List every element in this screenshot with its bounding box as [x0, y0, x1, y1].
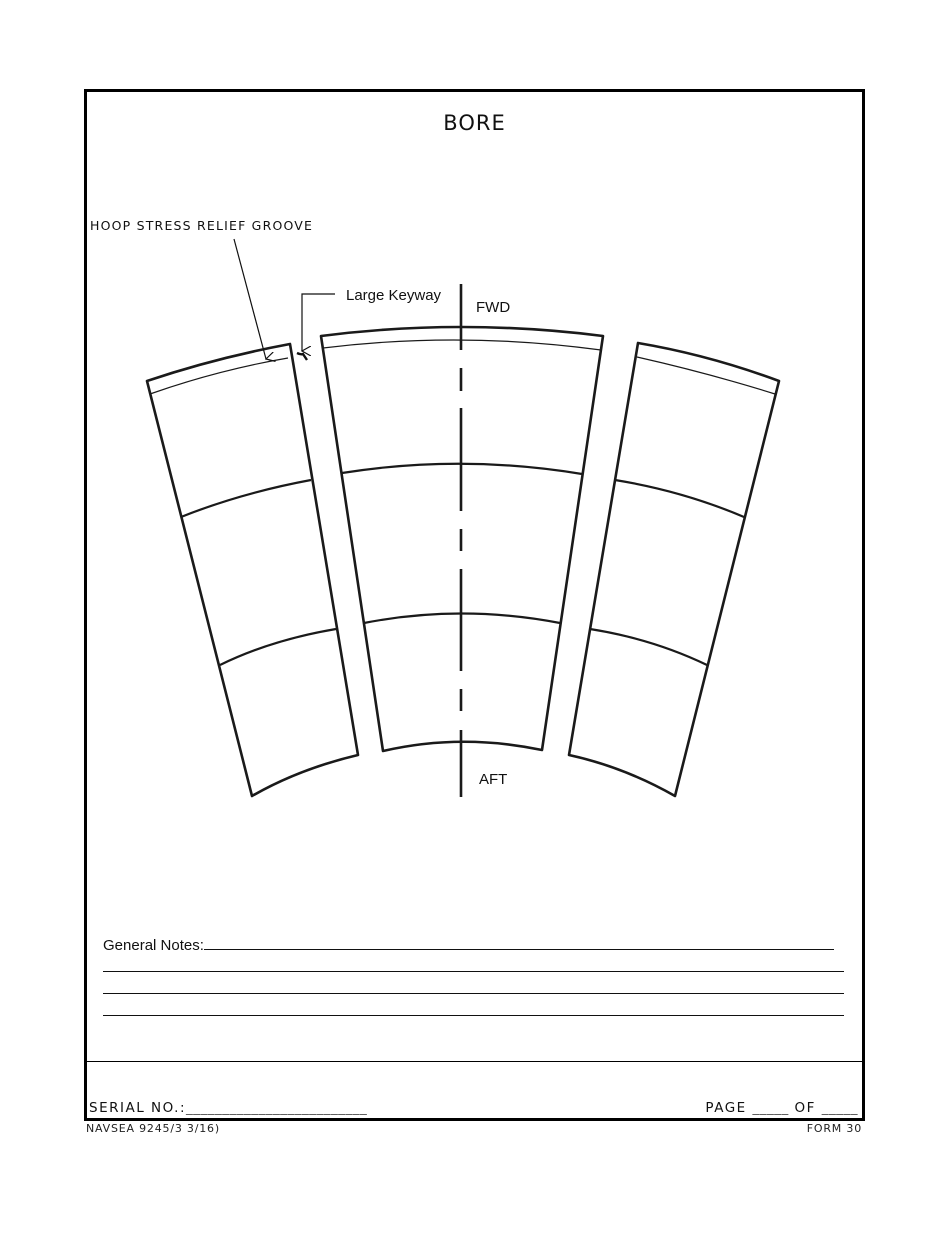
- general-notes-line-3[interactable]: [103, 979, 844, 994]
- page-number-blank[interactable]: _____: [752, 1100, 789, 1116]
- serial-number-label: SERIAL NO.:: [89, 1100, 187, 1116]
- general-notes-field[interactable]: [204, 935, 834, 950]
- general-notes-row-1: [103, 935, 848, 957]
- general-notes: [103, 935, 848, 1023]
- large-keyway-callout: [297, 294, 335, 360]
- large-keyway-label: Large Keyway: [346, 287, 442, 304]
- general-notes-line-2[interactable]: [103, 957, 844, 972]
- page-of-field: [705, 1100, 858, 1116]
- form-identifier: NAVSEA 9245/3 3/16): [86, 1122, 220, 1135]
- left-segment: [147, 344, 358, 796]
- serial-number-field[interactable]: [89, 1100, 367, 1116]
- right-segment: [569, 343, 779, 796]
- aft-label: AFT: [479, 771, 508, 788]
- footer-divider: [87, 1061, 862, 1062]
- of-label: OF: [794, 1100, 816, 1116]
- page-title: BORE: [443, 111, 506, 135]
- bore-diagram: [3, 3, 950, 1233]
- page-total-blank[interactable]: _____: [821, 1100, 858, 1116]
- hoop-groove-arrow: [234, 239, 266, 359]
- general-notes-line-4[interactable]: [103, 1001, 844, 1016]
- center-segment: [321, 327, 603, 751]
- general-notes-label: General Notes:: [103, 937, 204, 954]
- general-notes-row-2: [103, 957, 848, 979]
- general-notes-row-4: [103, 1001, 848, 1023]
- general-notes-row-3: [103, 979, 848, 1001]
- page-label: PAGE: [705, 1100, 747, 1116]
- form-frame: [84, 89, 865, 1121]
- hoop-stress-relief-groove-label: HOOP STRESS RELIEF GROOVE: [90, 218, 314, 233]
- fwd-label: FWD: [476, 299, 511, 316]
- serial-number-blank[interactable]: _________________________: [186, 1100, 368, 1116]
- form-number: FORM 30: [806, 1122, 862, 1135]
